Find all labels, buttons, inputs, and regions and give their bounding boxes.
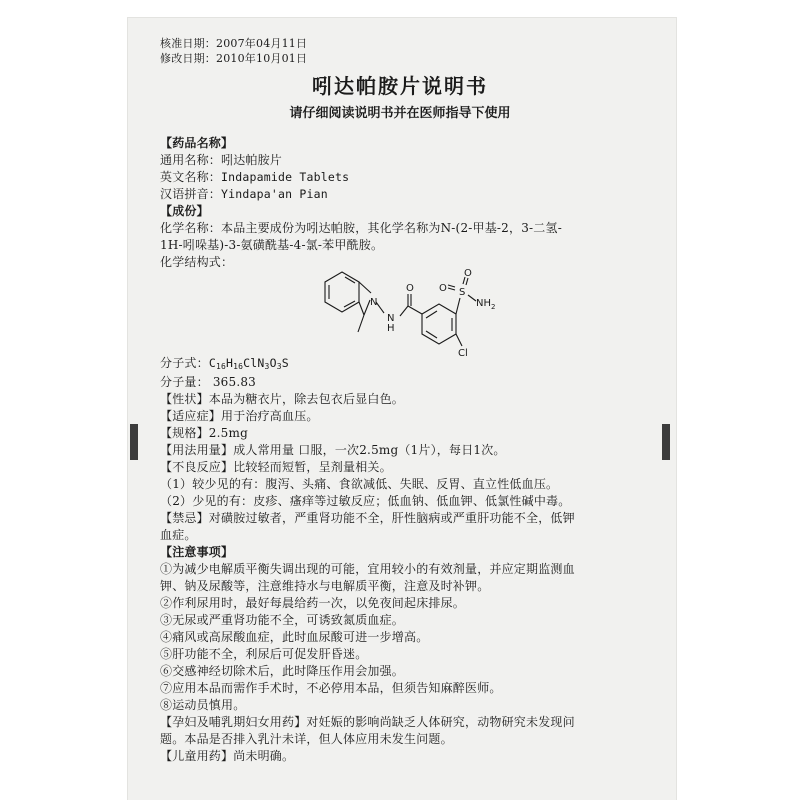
precaution-line: ⑧运动员慎用。 <box>160 698 246 712</box>
dosage: 【用法用量】成人常用量 口服，一次2.5mg（1片），每日1次。 <box>160 443 506 457</box>
molecular-weight: 分子量： 365.83 <box>160 375 257 389</box>
english-name-value: Indapamide Tablets <box>221 170 350 184</box>
section-heading-drug-name: 【药品名称】 <box>160 136 234 150</box>
contraindications-line-2: 血症。 <box>160 528 197 542</box>
atom-n-indoline: N <box>370 297 378 308</box>
precaution-line: ②作利尿用时，最好每晨给药一次，以免夜间起床排尿。 <box>160 596 466 610</box>
adverse-reactions-item-2: （2）少见的有：皮疹、瘙痒等过敏反应；低血钠、低血钾、低氯性碱中毒。 <box>160 494 571 508</box>
precaution-line: ①为减少电解质平衡失调出现的可能，宜用较小的有效剂量，并应定期监测血 <box>160 562 575 576</box>
pinyin-value: Yindapa'an Pian <box>221 187 328 201</box>
chemical-name-line-2: 1H-吲哚基)-3-氨磺酰基-4-氯-苯甲酰胺。 <box>160 238 384 252</box>
precaution-line: ⑦应用本品而需作手术时，不必停用本品，但须告知麻醉医师。 <box>160 681 502 695</box>
chemical-name-line-1: 化学名称：本品主要成份为吲达帕胺，其化学名称为N-(2-甲基-2，3-二氢- <box>160 221 562 235</box>
atom-o-carbonyl: O <box>406 283 414 294</box>
atom-cl: Cl <box>458 348 468 359</box>
section-heading-precautions: 【注意事项】 <box>160 545 234 559</box>
pinyin-label: 汉语拼音： <box>160 187 222 201</box>
pregnancy-line-2: 题。本品是否排入乳汁未详，但人体应用未发生问题。 <box>160 732 453 746</box>
revision-date: 修改日期：2010年10月01日 <box>160 52 308 65</box>
specification: 【规格】2.5mg <box>160 426 248 440</box>
approval-date: 核准日期：2007年04月11日 <box>160 37 308 50</box>
document-title: 吲达帕胺片说明书 <box>312 74 488 98</box>
structure-label: 化学结构式： <box>160 255 234 269</box>
chemical-structure-diagram <box>300 260 520 370</box>
registration-mark-left <box>130 424 138 460</box>
atom-s: S <box>459 287 466 298</box>
adverse-reactions-heading: 【不良反应】比较轻而短暂，呈剂量相关。 <box>160 460 392 474</box>
english-name-label: 英文名称： <box>160 170 222 184</box>
atom-o-sulfonyl-1: O <box>439 283 447 294</box>
document-subtitle: 请仔细阅读说明书并在医师指导下使用 <box>289 106 511 121</box>
adverse-reactions-item-1: （1）较少见的有：腹泻、头痛、食欲减低、失眠、反胃、直立性低血压。 <box>160 477 559 491</box>
pregnancy-line-1: 【孕妇及哺乳期妇女用药】对妊娠的影响尚缺乏人体研究，动物研究未发现问 <box>160 715 575 729</box>
precaution-line: ④痛风或高尿酸血症，此时血尿酸可进一步增高。 <box>160 630 429 644</box>
formula-label: 分子式： <box>160 356 209 370</box>
atom-o-sulfonyl-2: O <box>464 268 472 279</box>
precaution-line: ③无尿或严重肾功能不全，可诱致氮质血症。 <box>160 613 405 627</box>
english-name <box>160 169 349 185</box>
contraindications-line-1: 【禁忌】对磺胺过敏者，严重肾功能不全，肝性脑病或严重肝功能不全，低钾 <box>160 511 575 525</box>
atom-h-amide: H <box>387 323 395 334</box>
molecular-formula: 分子式：$C_{16}H_{16}ClN_3O_3S$ <box>160 356 289 371</box>
properties: 【性状】本品为糖衣片，除去包衣后显白色。 <box>160 392 405 406</box>
pediatric-use: 【儿童用药】尚未明确。 <box>160 749 295 763</box>
precaution-line: 钾、钠及尿酸等，注意维持水与电解质平衡，注意及时补钾。 <box>160 579 490 593</box>
atom-n-amide: N <box>387 313 395 324</box>
section-heading-composition: 【成份】 <box>160 204 209 218</box>
registration-mark-right <box>662 424 670 460</box>
atom-nh2: $NH_2$ <box>476 298 496 311</box>
precaution-line: ⑥交感神经切除术后，此时降压作用会加强。 <box>160 664 405 678</box>
generic-name: 通用名称：吲达帕胺片 <box>160 153 283 167</box>
precaution-line: ⑤肝功能不全，利尿后可促发肝昏迷。 <box>160 647 368 661</box>
pinyin-name <box>160 186 328 202</box>
indications: 【适应症】用于治疗高血压。 <box>160 409 319 423</box>
